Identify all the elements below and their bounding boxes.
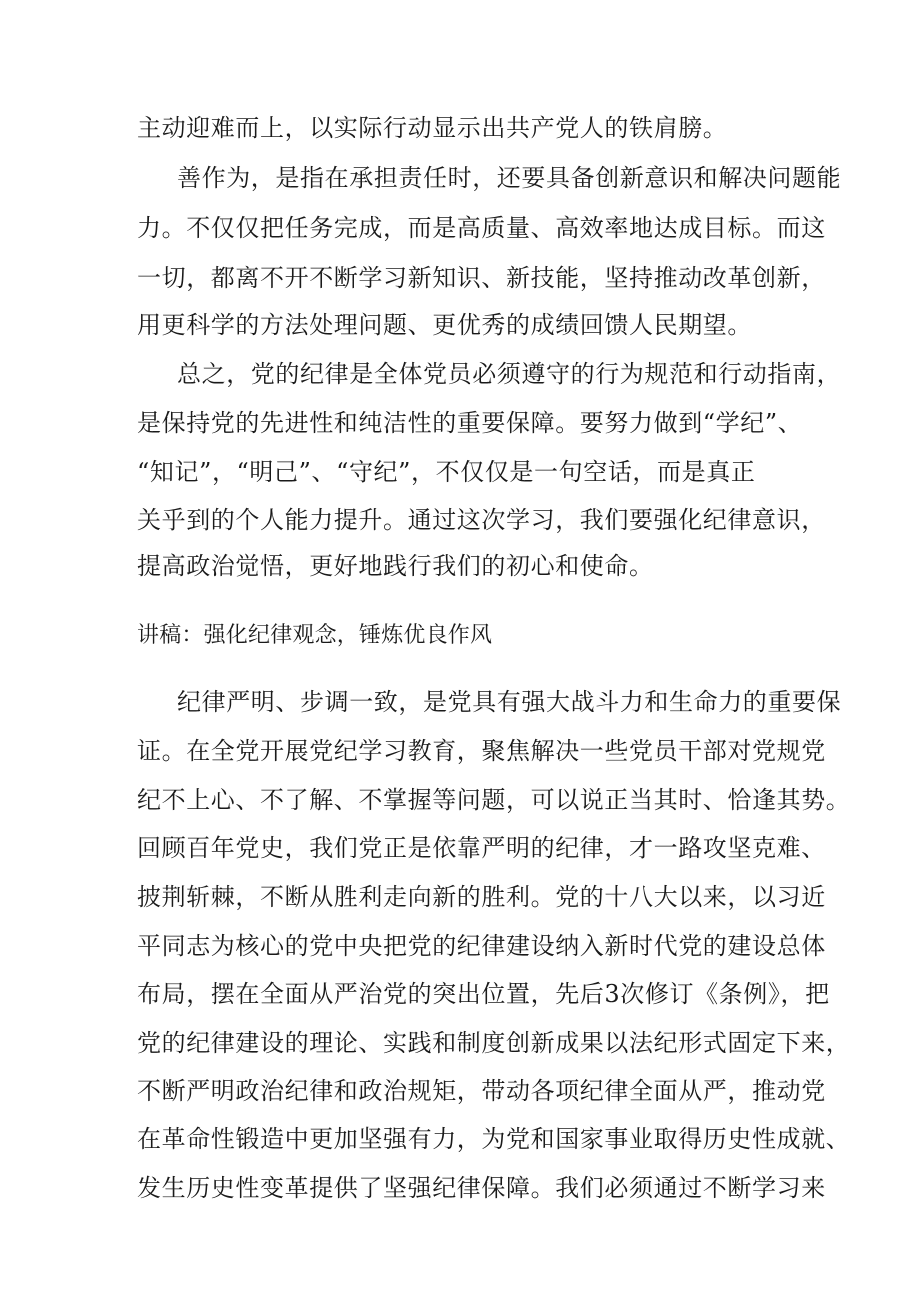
section-heading: 讲稿：强化纪律观念，锤炼优良作风: [137, 623, 493, 648]
paragraph-line: 总之，党的纪律是全体党员必须遵守的行为规范和行动指南，: [177, 360, 842, 388]
paragraph-line: 提高政治觉悟，更好地践行我们的初心和使命。: [137, 552, 654, 580]
paragraph-line: 不断严明政治纪律和政治规矩，带动各项纪律全面从严，推动党: [137, 1077, 826, 1105]
paragraph-line: 回顾百年党史，我们党正是依靠严明的纪律，才一路攻坚克难、: [137, 834, 826, 862]
paragraph-line: 用更科学的方法处理问题、更优秀的成绩回馈人民期望。: [137, 311, 752, 339]
paragraph-line: 证。在全党开展党纪学习教育，聚焦解决一些党员干部对党规党: [137, 737, 826, 765]
paragraph-line: 一切，都离不开不断学习新知识、新技能，坚持推动改革创新，: [137, 264, 826, 292]
paragraph-line: 善作为，是指在承担责任时，还要具备创新意识和解决问题能: [177, 164, 842, 192]
paragraph-line: 主动迎难而上，以实际行动显示出共产党人的铁肩膀。: [137, 114, 728, 142]
paragraph-line: 披荆斩棘，不断从胜利走向新的胜利。党的十八大以来，以习近: [137, 883, 826, 911]
paragraph-line: 纪律严明、步调一致，是党具有强大战斗力和生命力的重要保: [177, 688, 842, 716]
paragraph-line: “知记”，“明己”、“守纪”，不仅仅是一句空话，而是真正: [137, 458, 756, 486]
paragraph-line: 布局，摆在全面从严治党的突出位置，先后3次修订《条例》，把: [137, 980, 830, 1008]
paragraph-line: 纪不上心、不了解、不掌握等问题，可以说正当其时、恰逢其势。: [137, 786, 851, 814]
paragraph-line: 是保持党的先进性和纯洁性的重要保障。要努力做到“学纪”、: [137, 409, 803, 437]
paragraph-line: 平同志为核心的党中央把党的纪律建设纳入新时代党的建设总体: [137, 932, 826, 960]
paragraph-line: 力。不仅仅把任务完成，而是高质量、高效率地达成目标。而这: [137, 214, 826, 242]
paragraph-line: 党的纪律建设的理论、实践和制度创新成果以法纪形式固定下来，: [137, 1029, 851, 1057]
paragraph-line: 关乎到的个人能力提升。通过这次学习，我们要强化纪律意识，: [137, 506, 826, 534]
paragraph-line: 在革命性锻造中更加坚强有力，为党和国家事业取得历史性成就、: [137, 1125, 851, 1153]
paragraph-line: 发生历史性变革提供了坚强纪律保障。我们必须通过不断学习来: [137, 1174, 826, 1202]
